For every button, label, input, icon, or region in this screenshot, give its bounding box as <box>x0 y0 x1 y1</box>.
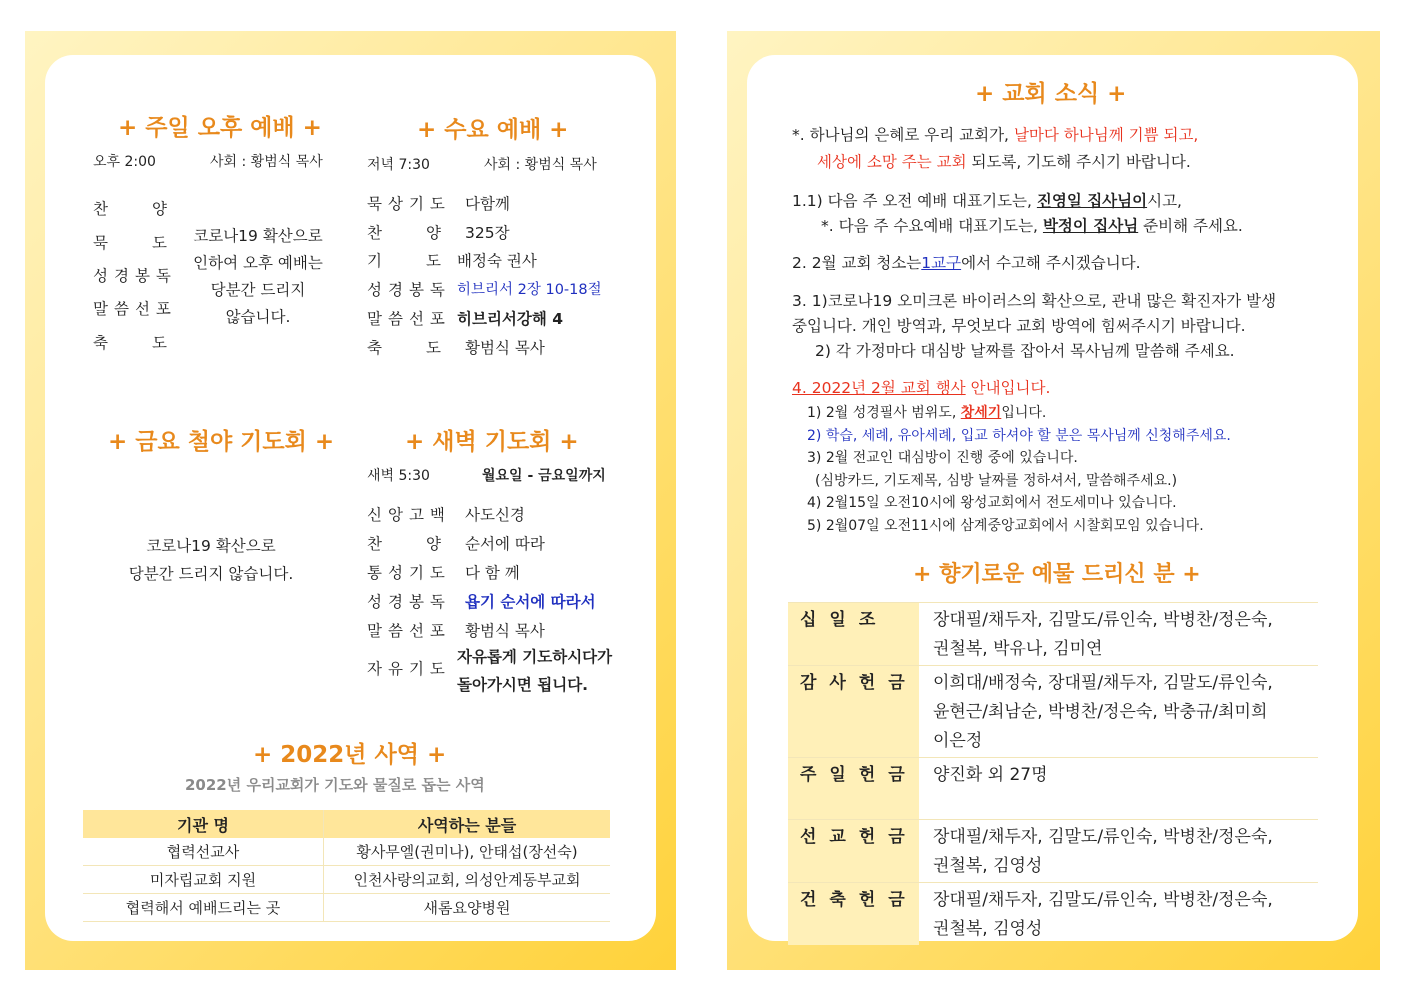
wednesday-title: + 수요 예배 + <box>417 117 569 143</box>
table-cell: 새롬요양병원 <box>324 894 611 922</box>
table-cell: 미자립교회 지원 <box>83 866 324 894</box>
dawn-free-prayer <box>457 643 612 699</box>
sunday-time: 오후 2:00 <box>93 154 156 170</box>
wednesday-row: 축 도 황범식 목사 <box>367 339 545 357</box>
news-item-1 <box>792 189 1182 211</box>
news-text: *. 다음 주 수요예배 대표기도는, <box>821 217 1038 235</box>
names-line: 권철복, 김영성 <box>933 856 1043 876</box>
offering-names <box>919 603 1318 666</box>
table-cell: 황사무엘(권미나), 안태섭(장선숙) <box>324 838 611 866</box>
dawn-title: + 새벽 기도회 + <box>405 429 579 455</box>
news-text: 2. 2월 교회 청소는 <box>792 254 922 272</box>
news-text: *. 하나님의 은혜로 우리 교회가, <box>792 126 1009 144</box>
table-cell: 인천사랑의교회, 의성안계동부교회 <box>324 866 611 894</box>
offering-label: 십일조 <box>788 603 919 666</box>
wednesday-host: 사회 : 황범식 목사 <box>484 157 597 173</box>
news-intro-line1 <box>792 123 1198 145</box>
sunday-notice <box>183 223 333 331</box>
news-item-4-3: 3) 2월 전교인 대심방이 진행 중에 있습니다. <box>807 450 1078 466</box>
notice-line: 당분간 드리지 <box>210 281 306 299</box>
names-line: 이은정 <box>933 731 983 751</box>
offering-label: 주일헌금 <box>788 758 919 820</box>
news-item-4-2: 2) 학습, 세례, 유아세례, 입교 하셔야 할 분은 목사님께 신청해주세요. <box>807 428 1231 444</box>
ministry-subtitle: 2022년 우리교회가 기도와 물질로 돕는 사역 <box>185 776 485 794</box>
names-line: 권철복, 박유나, 김미연 <box>933 639 1103 659</box>
right-card <box>747 55 1358 941</box>
news-text: 1.1) 다음 주 오전 예배 대표기도는, <box>792 192 1032 210</box>
sunday-item: 성경봉독 <box>93 267 177 285</box>
table-row <box>788 820 1318 883</box>
offering-label: 선교헌금 <box>788 820 919 883</box>
dawn-row: 신앙고백 사도신경 <box>367 506 525 524</box>
news-item-3c: 2) 각 가정마다 대심방 날짜를 잡아서 목사님께 말씀해 주세요. <box>815 342 1235 360</box>
sunday-host: 사회 : 황범식 목사 <box>210 154 323 170</box>
free-prayer-line: 돌아가시면 됩니다. <box>457 676 589 694</box>
wednesday-row: 성경봉독 히브리서 2장 10-18절 <box>367 281 602 299</box>
news-intro-line2 <box>817 150 1191 172</box>
news-highlight: 4. 2022년 2월 교회 행사 <box>792 379 966 397</box>
wednesday-time: 저녁 7:30 <box>367 157 430 173</box>
offering-names <box>919 820 1318 883</box>
table-cell: 협력선교사 <box>83 838 324 866</box>
left-card <box>45 55 656 941</box>
sunday-item: 찬 양 <box>93 200 167 218</box>
wednesday-row: 기 도 배정숙 권사 <box>367 252 537 270</box>
news-text: 에서 수고해 주시겠습니다. <box>961 254 1141 272</box>
offering-names <box>919 758 1318 820</box>
dawn-row: 자유기도 <box>367 660 451 678</box>
table-row <box>788 883 1318 946</box>
notice-line: 코로나19 확산으로 <box>146 537 276 555</box>
notice-line: 인하여 오후 예배는 <box>193 254 323 272</box>
news-name: 박정이 집사님 <box>1042 217 1139 235</box>
wednesday-row: 찬 양 325장 <box>367 224 510 242</box>
sunday-title: + 주일 오후 예배 + <box>118 115 322 141</box>
table-row <box>83 894 610 922</box>
news-item-4-5: 5) 2월07일 오전11시에 삼계중앙교회에서 시찰회모임 있습니다. <box>807 518 1204 534</box>
table-cell: 협력해서 예배드리는 곳 <box>83 894 324 922</box>
wednesday-row: 묵상기도 다함께 <box>367 195 510 213</box>
table-row <box>83 838 610 866</box>
news-highlight: 세상에 소망 주는 교회 <box>817 153 967 171</box>
dawn-row: 통성기도 다 함 께 <box>367 564 520 582</box>
friday-notice <box>93 532 329 588</box>
table-row <box>788 603 1318 666</box>
news-text: 시고, <box>1147 192 1182 210</box>
news-item-4-1 <box>807 402 1046 422</box>
names-line: 권철복, 김영성 <box>933 919 1043 939</box>
wednesday-row: 말씀선포 히브리서강해 4 <box>367 310 564 328</box>
sunday-item: 말씀선포 <box>93 300 177 318</box>
names-line: 이희대/배정숙, 장대필/채두자, 김말도/류인숙, <box>933 673 1273 693</box>
sunday-item: 축 도 <box>93 334 167 352</box>
column-header: 사역하는 분들 <box>324 810 611 838</box>
table-row <box>83 866 610 894</box>
ministry-title: + 2022년 사역 + <box>253 742 447 768</box>
names-line: 양진화 외 27명 <box>933 765 1048 785</box>
news-item-3a: 3. 1)코로나19 오미크론 바이러스의 확산으로, 관내 많은 확진자가 발생 <box>792 292 1277 310</box>
sunday-item: 묵 도 <box>93 234 167 252</box>
news-name: 진영일 집사님이 <box>1036 192 1148 210</box>
notice-line: 당분간 드리지 않습니다. <box>128 565 294 583</box>
offering-names <box>919 883 1318 946</box>
news-title: + 교회 소식 + <box>975 81 1127 107</box>
offering-label: 건축헌금 <box>788 883 919 946</box>
names-line: 장대필/채두자, 김말도/류인숙, 박병찬/정은숙, <box>933 827 1273 847</box>
table-row <box>788 666 1318 758</box>
offering-names <box>919 666 1318 758</box>
names-line: 장대필/채두자, 김말도/류인숙, 박병찬/정은숙, <box>933 610 1273 630</box>
news-item-4-4: 4) 2월15일 오전10시에 왕성교회에서 전도세미나 있습니다. <box>807 495 1177 511</box>
news-text: 되도록, 기도해 주시기 바랍니다. <box>971 153 1191 171</box>
column-header: 기관 명 <box>83 810 324 838</box>
table-row <box>788 758 1318 820</box>
offering-table <box>788 602 1318 945</box>
news-highlight: 안내입니다. <box>970 379 1051 397</box>
dawn-row: 말씀선포 황범식 목사 <box>367 622 545 640</box>
dawn-row: 성경봉독 욥기 순서에 따라서 <box>367 593 596 611</box>
news-item-2 <box>792 251 1141 273</box>
news-item-3b: 중입니다. 개인 방역과, 무엇보다 교회 방역에 힘써주시기 바랍니다. <box>792 317 1246 335</box>
news-text: 준비해 주세요. <box>1143 217 1243 235</box>
dawn-days: 월요일 - 금요일까지 <box>482 468 606 484</box>
news-text: 입니다. <box>1001 405 1047 421</box>
news-item-4 <box>792 376 1050 398</box>
news-text: 1) 2월 성경필사 범위도, <box>807 405 957 421</box>
news-item-1b <box>821 214 1243 236</box>
news-highlight: 창세기 <box>960 405 1002 421</box>
names-line: 장대필/채두자, 김말도/류인숙, 박병찬/정은숙, <box>933 890 1273 910</box>
left-page <box>25 31 676 970</box>
news-highlight: 날마다 하나님께 기쁨 되고, <box>1013 126 1199 144</box>
right-page <box>727 31 1380 970</box>
ministry-table <box>83 810 610 922</box>
news-item-4-3b: (심방카드, 기도제목, 심방 날짜를 정하셔서, 말씀해주세요.) <box>815 473 1178 489</box>
friday-title: + 금요 철야 기도회 + <box>108 429 335 455</box>
notice-line: 코로나19 확산으로 <box>193 227 323 245</box>
table-header-row <box>83 810 610 838</box>
offering-label: 감사헌금 <box>788 666 919 758</box>
dawn-row: 찬 양 순서에 따라 <box>367 535 545 553</box>
dawn-time: 새벽 5:30 <box>367 468 430 484</box>
notice-line: 않습니다. <box>225 308 291 326</box>
free-prayer-line: 자유롭게 기도하시다가 <box>457 648 613 666</box>
offering-title: + 향기로운 예물 드리신 분 + <box>913 562 1201 587</box>
news-highlight: 1교구 <box>921 254 962 272</box>
names-line: 윤현근/최남순, 박병찬/정은숙, 박충규/최미희 <box>933 702 1268 722</box>
